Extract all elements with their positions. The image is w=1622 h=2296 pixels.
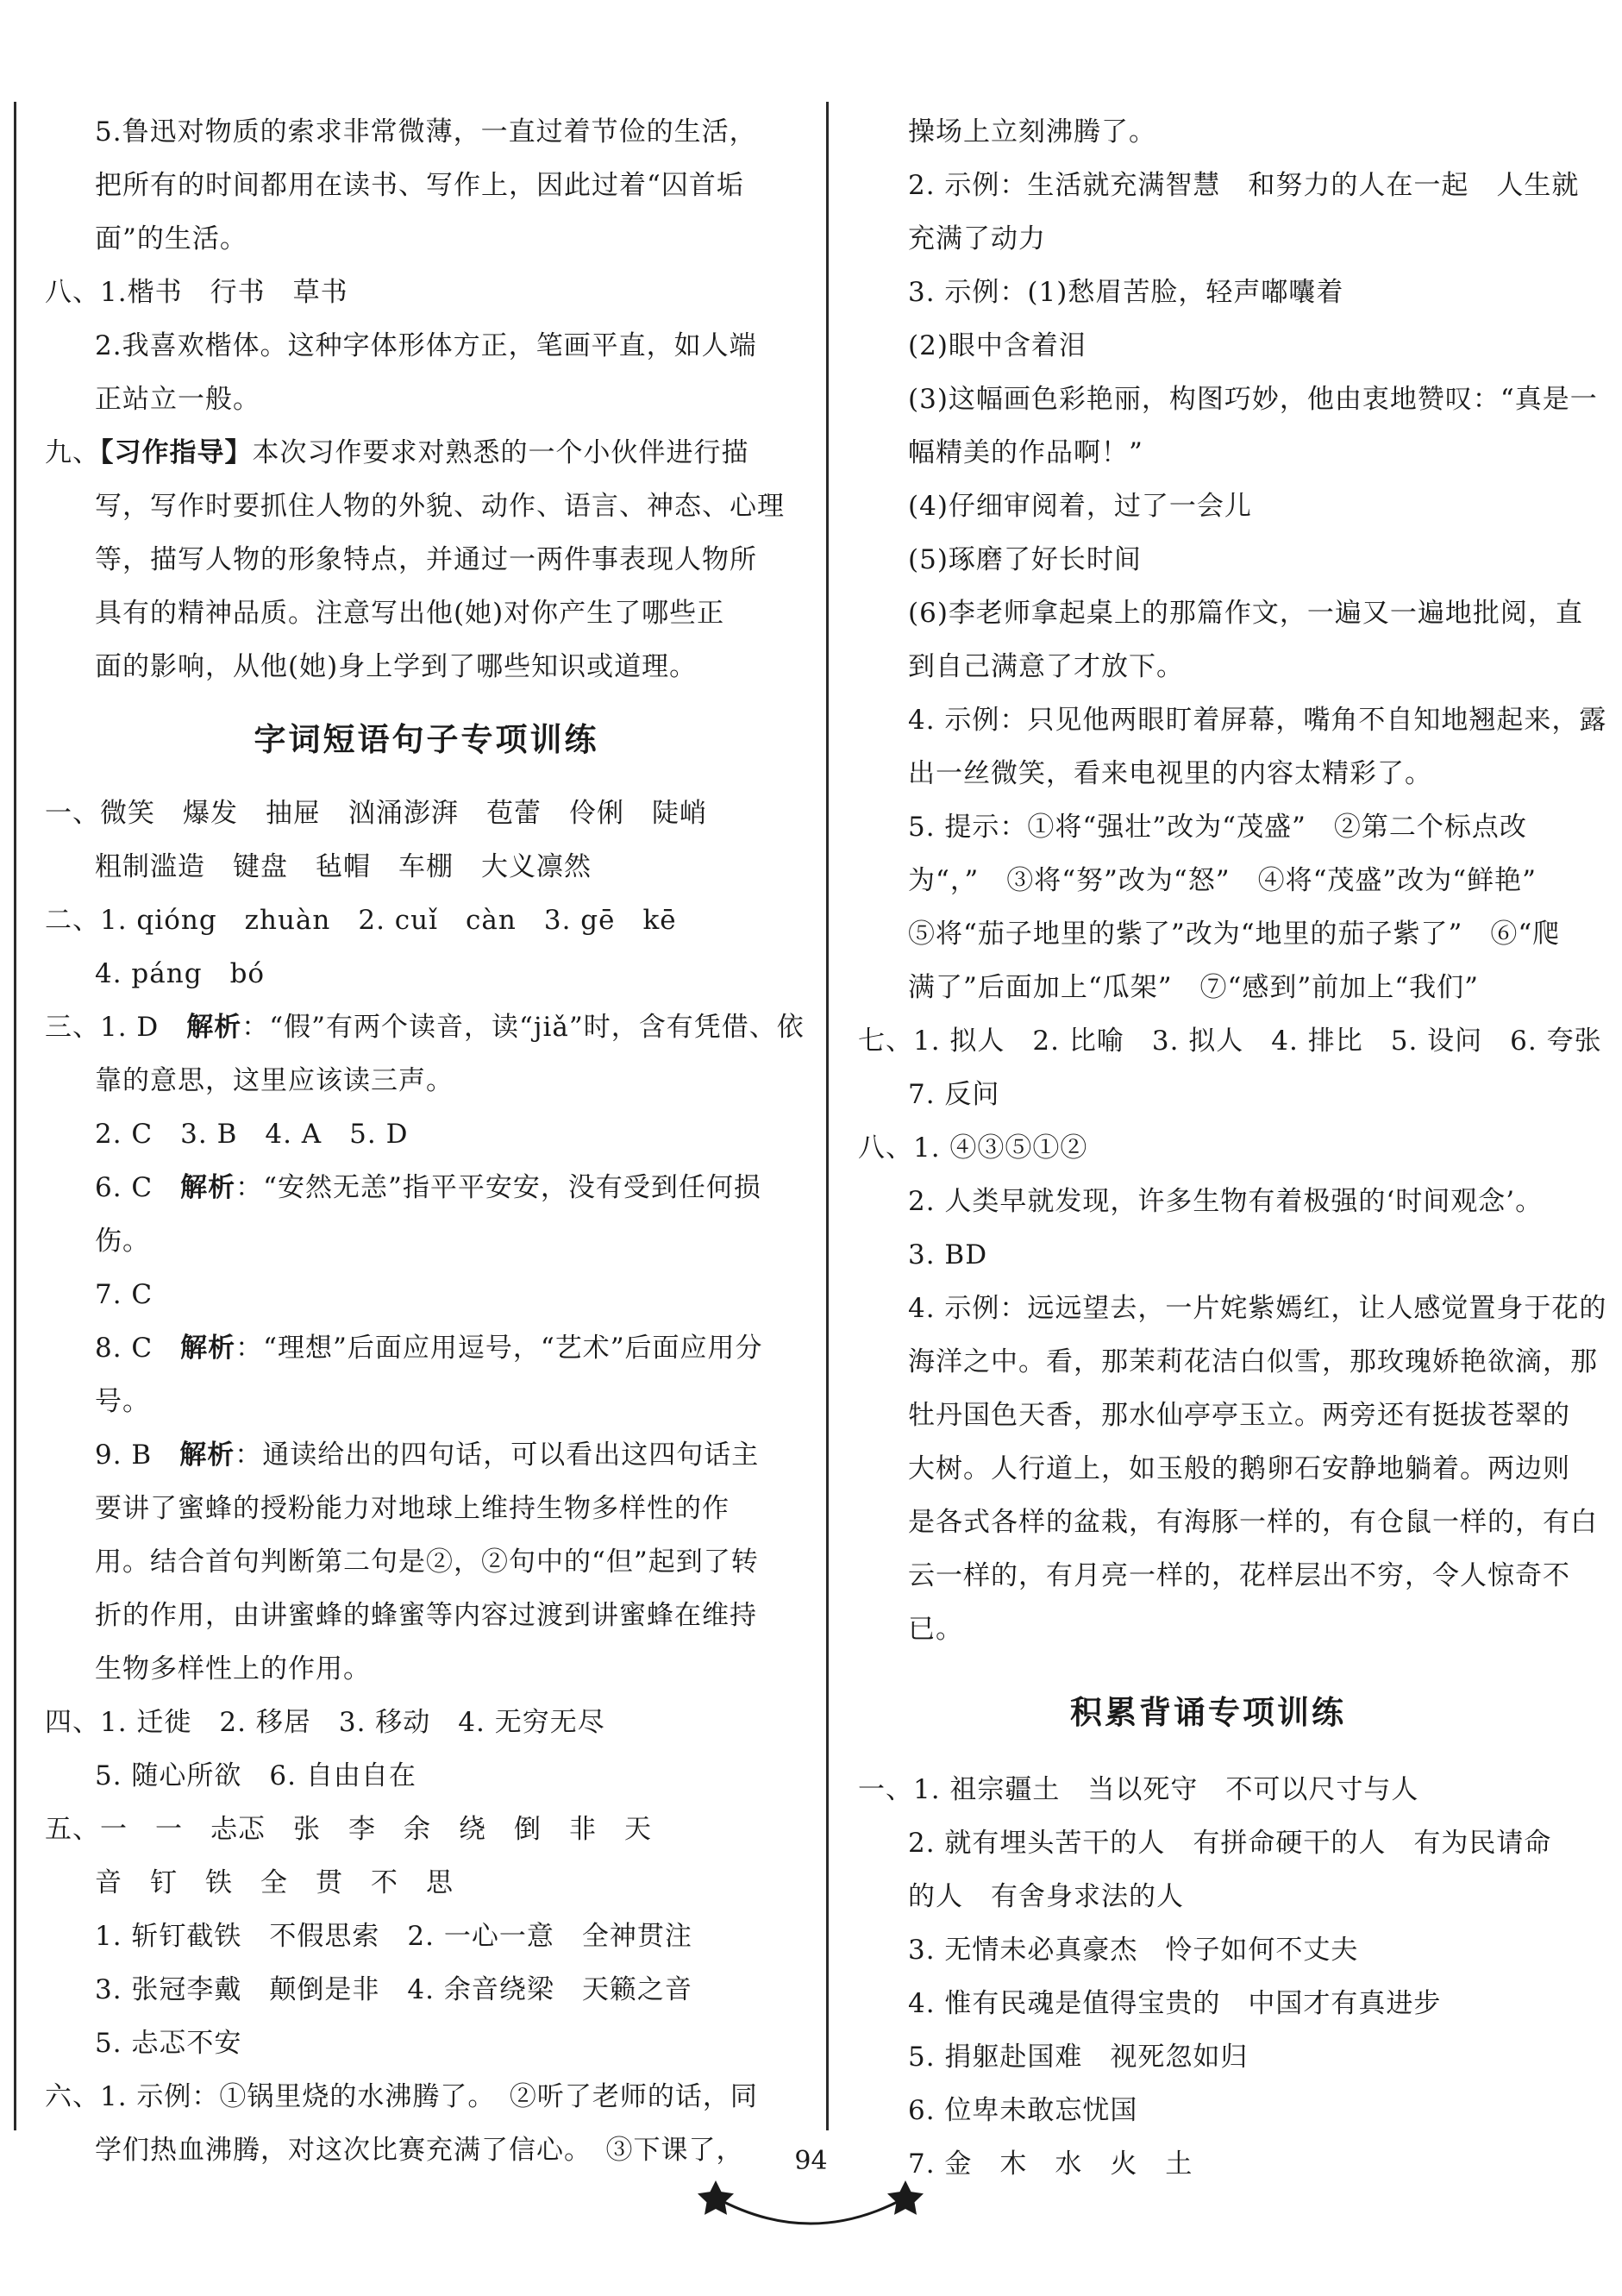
text-line bbox=[858, 533, 1558, 587]
text-line bbox=[45, 266, 808, 319]
text-line bbox=[858, 319, 1558, 373]
label-bold: 解析 bbox=[180, 1172, 236, 1203]
line-text: ：“假”有两个读音，读“jiǎ”时，含有凭借、依 bbox=[241, 1012, 805, 1043]
text-line bbox=[45, 840, 808, 894]
line-text: 正站立一般。 bbox=[95, 384, 260, 415]
text-line bbox=[858, 1816, 1558, 1870]
text-line bbox=[45, 159, 808, 212]
text-line bbox=[45, 787, 808, 840]
text-line bbox=[858, 2084, 1558, 2137]
line-text: 一、1. 祖宗疆土 当以死守 不可以尺寸与人 bbox=[858, 1774, 1419, 1805]
line-text: 2.我喜欢楷体。这种字体形体方正，笔画平直，如人端 bbox=[95, 330, 757, 361]
text-line bbox=[45, 1214, 808, 1268]
line-text: 面的影响，从他(她)身上学到了哪些知识或道理。 bbox=[95, 651, 698, 682]
line-text: 大树。人行道上，如玉般的鹅卵石安静地躺着。两边则 bbox=[908, 1453, 1570, 1484]
text-line bbox=[858, 961, 1558, 1014]
text-line bbox=[858, 1977, 1558, 2030]
text-line bbox=[45, 1535, 808, 1589]
label-bold: 解析 bbox=[180, 1333, 236, 1364]
item-number: 6. C bbox=[95, 1172, 181, 1203]
line-text: (4)仔细审阅着，过了一会儿 bbox=[908, 491, 1252, 522]
text-line bbox=[45, 373, 808, 426]
line-text: 3. 无情未必真豪杰 怜子如何不丈夫 bbox=[908, 1935, 1359, 1966]
text-line bbox=[858, 1603, 1558, 1656]
text-line bbox=[45, 1161, 808, 1214]
line-text: 用。结合首句判断第二句是②，②句中的“但”起到了转 bbox=[95, 1546, 759, 1578]
line-text: 4. 示例：远远望去，一片姹紫嫣红，让人感觉置身于花的 bbox=[908, 1293, 1607, 1324]
line-text: 3. BD bbox=[908, 1239, 988, 1270]
text-line bbox=[858, 1068, 1558, 1121]
line-text: 5. 忐忑不安 bbox=[95, 2028, 242, 2059]
section-title: 字词短语句子专项训练 bbox=[254, 721, 599, 758]
text-line bbox=[858, 800, 1558, 854]
text-line bbox=[858, 1175, 1558, 1228]
label-bold: 解析 bbox=[186, 1012, 242, 1043]
item-number: 8. C bbox=[95, 1333, 181, 1364]
text-line bbox=[45, 1482, 808, 1535]
line-text: 学们热血沸腾，对这次比赛充满了信心。 ③下课了， bbox=[95, 2135, 744, 2166]
page-number: 94 bbox=[794, 2146, 828, 2176]
line-text: 为“，” ③将“努”改为“怒” ④将“茂盛”改为“鲜艳” bbox=[908, 865, 1537, 896]
star-icon-left bbox=[698, 2180, 734, 2215]
label-bold: 解析 bbox=[179, 1440, 235, 1471]
line-text: 充满了动力 bbox=[908, 223, 1046, 254]
text-line bbox=[858, 1442, 1570, 1496]
text-line bbox=[45, 1001, 808, 1054]
text-line bbox=[45, 947, 808, 1001]
text-line bbox=[45, 1375, 808, 1428]
line-text: 面”的生活。 bbox=[95, 223, 247, 254]
text-line bbox=[858, 1121, 1558, 1175]
line-text: 云一样的，有月亮一样的，花样层出不穷，令人惊奇不 bbox=[908, 1560, 1570, 1591]
line-text: 一、微笑 爆发 抽屉 汹涌澎湃 苞蕾 伶俐 陡峭 bbox=[45, 798, 707, 829]
section-title: 积累背诵专项训练 bbox=[1070, 1694, 1346, 1731]
line-text: ：“理想”后面应用逗号，“艺术”后面应用分 bbox=[235, 1333, 763, 1364]
line-text: 2. 就有埋头苦干的人 有拼命硬干的人 有为民请命 bbox=[908, 1828, 1552, 1859]
text-line bbox=[858, 1228, 1558, 1282]
line-text: 7. C bbox=[95, 1279, 153, 1310]
text-line bbox=[45, 1749, 808, 1803]
line-text: (5)琢磨了好长时间 bbox=[908, 544, 1142, 575]
line-text: 2. 人类早就发现，许多生物有着极强的‘时间观念’。 bbox=[908, 1186, 1544, 1217]
text-line bbox=[45, 1428, 808, 1482]
text-line bbox=[45, 1856, 808, 1910]
line-text: 的人 有舍身求法的人 bbox=[908, 1881, 1184, 1912]
text-line bbox=[45, 894, 808, 947]
text-line bbox=[45, 1642, 808, 1696]
line-text: 满了”后面加上“瓜架” ⑦“感到”前加上“我们” bbox=[908, 972, 1479, 1003]
line-text: 本次习作要求对熟悉的一个小伙伴进行描 bbox=[252, 437, 749, 468]
star-icon-right bbox=[887, 2180, 924, 2215]
line-text: 二、1. qióng zhuàn 2. cuǐ càn 3. gē kē bbox=[45, 905, 677, 936]
text-line bbox=[858, 1389, 1570, 1442]
line-text: 四、1. 迁徙 2. 移居 3. 移动 4. 无穷无尽 bbox=[45, 1707, 605, 1738]
text-line bbox=[858, 640, 1558, 693]
text-line bbox=[45, 2070, 808, 2123]
item-number: 三、1. D bbox=[45, 1012, 187, 1043]
line-text: 牡丹国色天香，那水仙亭亭玉立。两旁还有挺拔苍翠的 bbox=[908, 1400, 1570, 1431]
line-text: (6)李老师拿起桌上的那篇作文，一遍又一遍地批阅，直 bbox=[908, 598, 1583, 629]
line-text: ⑤将“茄子地里的紫了”改为“地里的茄子紫了” ⑥“爬 bbox=[908, 919, 1561, 950]
text-line bbox=[45, 212, 808, 266]
text-line bbox=[858, 1014, 1602, 1068]
text-line bbox=[858, 266, 1558, 319]
text-line bbox=[45, 1910, 808, 1963]
text-line bbox=[45, 1963, 808, 2017]
text-line bbox=[45, 587, 808, 640]
line-text: 要讲了蜜蜂的授粉能力对地球上维持生物多样性的作 bbox=[95, 1493, 730, 1524]
line-text: 伤。 bbox=[95, 1226, 150, 1257]
line-text: 八、1. ④③⑤①② bbox=[858, 1132, 1088, 1164]
line-text: ：通读给出的四句话，可以看出这四句话主 bbox=[235, 1440, 760, 1471]
line-text: 7. 反问 bbox=[908, 1079, 1000, 1110]
line-text: 5.鲁迅对物质的索求非常微薄，一直过着节俭的生活， bbox=[95, 116, 757, 147]
text-line bbox=[45, 1696, 808, 1749]
line-text: 5. 提示：①将“强壮”改为“茂盛” ②第二个标点改 bbox=[908, 812, 1527, 843]
text-line bbox=[858, 1496, 1598, 1549]
text-line bbox=[858, 426, 1558, 480]
line-text: 号。 bbox=[95, 1386, 150, 1417]
line-text: 是各式各样的盆栽，有海豚一样的，有仓鼠一样的，有白 bbox=[908, 1507, 1598, 1538]
line-text: 具有的精神品质。注意写出他(她)对你产生了哪些正 bbox=[95, 598, 725, 629]
column-divider bbox=[826, 102, 829, 2130]
line-text: 六、1. 示例：①锅里烧的水沸腾了。 ②听了老师的话，同 bbox=[45, 2081, 758, 2112]
text-line bbox=[45, 1321, 808, 1375]
line-text: 6. 位卑未敢忘忧国 bbox=[908, 2095, 1138, 2126]
text-line bbox=[45, 105, 808, 159]
line-text: 幅精美的作品啊！” bbox=[908, 437, 1143, 468]
line-text: 折的作用，由讲蜜蜂的蜂蜜等内容过渡到讲蜜蜂在维持 bbox=[95, 1600, 757, 1631]
left-border-line bbox=[14, 102, 16, 2130]
text-line bbox=[45, 533, 808, 587]
text-line bbox=[858, 907, 1561, 961]
text-line bbox=[858, 105, 1558, 159]
text-line bbox=[858, 1870, 1558, 1923]
text-line bbox=[858, 480, 1558, 533]
text-line bbox=[858, 373, 1598, 426]
text-line bbox=[45, 1107, 808, 1161]
text-line bbox=[858, 1335, 1598, 1389]
text-line bbox=[858, 854, 1558, 907]
footer-swoosh bbox=[716, 2198, 905, 2224]
line-text: 1. 斩钉截铁 不假思索 2. 一心一意 全神贯注 bbox=[95, 1921, 692, 1952]
text-line bbox=[45, 480, 808, 533]
item-number: 9. B bbox=[95, 1440, 180, 1471]
text-line bbox=[45, 319, 808, 373]
line-text: ：“安然无恙”指平平安安，没有受到任何损 bbox=[235, 1172, 761, 1203]
line-text: (2)眼中含着泪 bbox=[908, 330, 1087, 361]
line-text: 4. 示例：只见他两眼盯着屏幕，嘴角不自知地翘起来，露 bbox=[908, 705, 1607, 736]
line-text: 把所有的时间都用在读书、写作上，因此过着“囚首垢 bbox=[95, 170, 744, 201]
line-text: 写，写作时要抓住人物的外貌、动作、语言、神态、心理 bbox=[95, 491, 785, 522]
text-line bbox=[858, 2030, 1558, 2084]
text-line bbox=[858, 693, 1607, 747]
line-text: 七、1. 拟人 2. 比喻 3. 拟人 4. 排比 5. 设问 6. 夸张 bbox=[858, 1026, 1602, 1057]
line-text: 靠的意思，这里应该读三声。 bbox=[95, 1065, 454, 1096]
line-text: 出一丝微笑，看来电视里的内容太精彩了。 bbox=[908, 758, 1432, 789]
text-line bbox=[45, 640, 808, 693]
line-text: 4. páng bó bbox=[95, 958, 266, 989]
line-text: 等，描写人物的形象特点，并通过一两件事表现人物所 bbox=[95, 544, 757, 575]
left-column bbox=[45, 105, 808, 2177]
line-text: 八、1.楷书 行书 草书 bbox=[45, 277, 348, 308]
text-line bbox=[858, 1549, 1570, 1603]
line-text: 2. 示例：生活就充满智慧 和努力的人在一起 人生就 bbox=[908, 170, 1580, 201]
text-line bbox=[858, 1923, 1558, 1977]
right-column bbox=[858, 105, 1607, 2191]
text-line bbox=[858, 1282, 1607, 1335]
text-line bbox=[45, 1589, 808, 1642]
line-text: 7. 金 木 水 火 土 bbox=[908, 2149, 1193, 2180]
text-line bbox=[45, 1054, 808, 1107]
text-line bbox=[45, 1268, 808, 1321]
line-text: 到自己满意了才放下。 bbox=[908, 651, 1184, 682]
line-text: 海洋之中。看，那茉莉花洁白似雪，那玫瑰娇艳欲滴，那 bbox=[908, 1346, 1598, 1377]
line-text: 五、一 一 忐忑 张 李 余 绕 倒 非 天 bbox=[45, 1814, 652, 1845]
line-text: 生物多样性上的作用。 bbox=[95, 1653, 371, 1684]
line-text: 3. 示例：(1)愁眉苦脸，轻声嘟囔着 bbox=[908, 277, 1344, 308]
label-bold: 【习作指导】 bbox=[100, 437, 253, 468]
text-line bbox=[858, 1763, 1558, 1816]
line-text: 5. 随心所欲 6. 自由自在 bbox=[95, 1760, 416, 1791]
text-line bbox=[45, 1803, 808, 1856]
line-text: (3)这幅画色彩艳丽，构图巧妙，他由衷地赞叹：“真是一 bbox=[908, 384, 1598, 415]
text-line bbox=[858, 587, 1583, 640]
line-text: 2. C 3. B 4. A 5. D bbox=[95, 1119, 409, 1150]
text-line bbox=[45, 2017, 808, 2070]
line-text: 操场上立刻沸腾了。 bbox=[908, 116, 1156, 147]
line-text: 音 钉 铁 全 贯 不 思 bbox=[95, 1867, 454, 1898]
text-line bbox=[45, 426, 808, 480]
line-text: 5. 捐躯赴国难 视死忽如归 bbox=[908, 2042, 1249, 2073]
line-text: 粗制滥造 键盘 毡帽 车棚 大义凛然 bbox=[95, 851, 592, 882]
line-text: 4. 惟有民魂是值得宝贵的 中国才有真进步 bbox=[908, 1988, 1442, 2019]
text-line bbox=[858, 747, 1558, 800]
text-line bbox=[858, 212, 1558, 266]
line-text: 3. 张冠李戴 颠倒是非 4. 余音绕梁 天籁之音 bbox=[95, 1974, 692, 2005]
line-text: 已。 bbox=[908, 1614, 963, 1645]
text-line bbox=[858, 159, 1580, 212]
item-number: 九、 bbox=[45, 437, 100, 468]
